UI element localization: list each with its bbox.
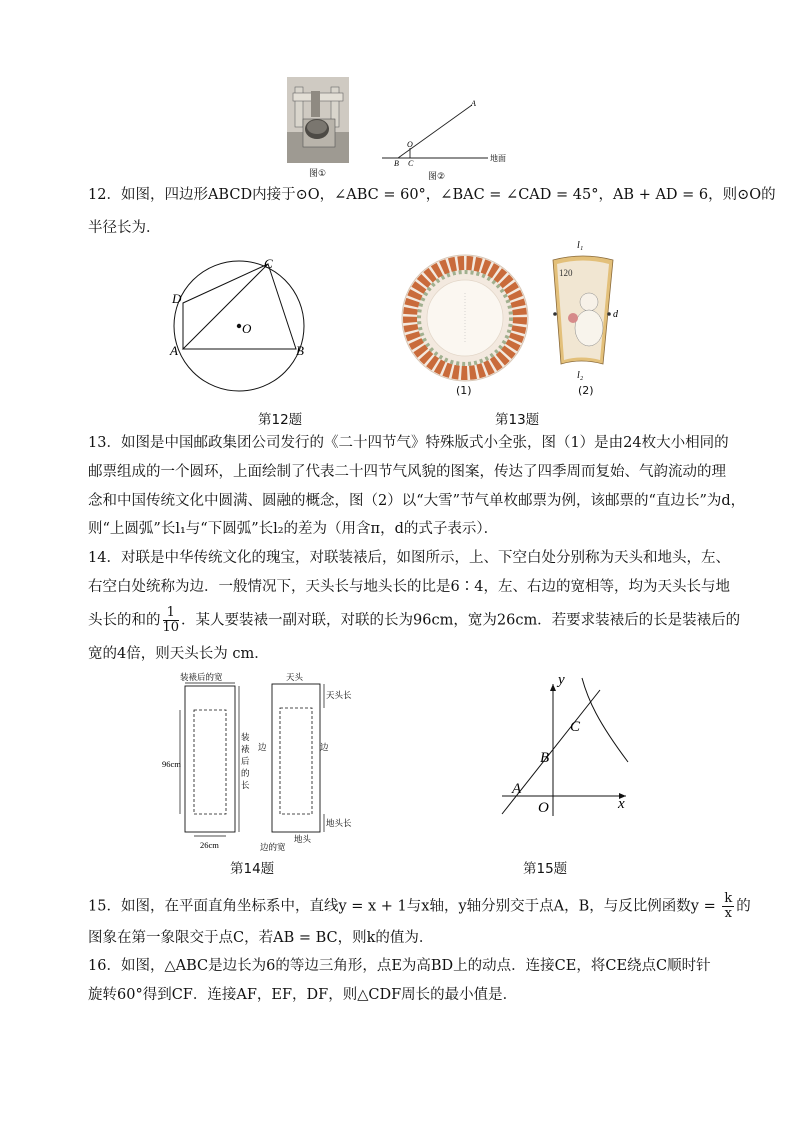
q13-stamp-value: 120 — [559, 268, 573, 278]
q15-fraction: $\frac{k}{x}$ — [724, 891, 733, 921]
q14-bian-width: 边的宽 — [260, 842, 286, 852]
q14-length-l4: 的 — [241, 768, 250, 778]
q13-l1: l₁ — [577, 240, 584, 251]
q14-tiantou-len: 天头长 — [326, 690, 352, 700]
q14-fraction: $\frac{1}{10}$ — [162, 605, 180, 635]
photo-caption: 图① — [309, 169, 327, 179]
q12-caption: 第12题 — [258, 412, 303, 428]
q14-bian-left: 边 — [258, 742, 267, 752]
q13-d: d — [613, 309, 618, 320]
q14-figure-right — [256, 670, 366, 852]
q14-width-label: 装裱后的宽 — [180, 672, 223, 682]
q14-length-l1: 装 — [241, 732, 250, 742]
q15-line1-end: 的 — [736, 898, 751, 915]
q14-line3-start: 头长的和的 — [88, 612, 161, 629]
q14-height-96: 96cm — [162, 759, 181, 769]
shadow-diagram — [380, 98, 515, 168]
label-A: A — [471, 99, 476, 108]
q13-l2: l₂ — [577, 370, 584, 381]
sundial-photo — [287, 77, 349, 163]
q12-label-B: B — [296, 343, 304, 358]
q15-line2: 图象在第一象限交于点C，若AB = BC，则k的值为． — [88, 930, 434, 946]
q12-label-A: A — [170, 343, 178, 358]
q13-line1: 13．如图是中国邮政集团公司发行的《二十四节气》特殊版式小全张，图（1）是由24枚大小相同的 — [88, 435, 729, 451]
q14-line3-end: ．某人要装裱一副对联，对联的长为96cm，宽为26cm．若要求装裱后的长是装裱后的 — [181, 612, 741, 629]
label-B: B — [394, 159, 399, 168]
q14-ditou-len: 地头长 — [326, 818, 352, 828]
q13-caption: 第13题 — [495, 412, 540, 428]
q16-line1: 16．如图，△ABC是边长为6的等边三角形，点E为高BD上的动点．连接CE，将CE绕点C顺时针 — [88, 958, 711, 974]
q13-sub2: (2) — [578, 384, 594, 397]
q15-figure — [496, 670, 636, 820]
q13-single-stamp — [545, 238, 625, 388]
q13-line4: 则“上圆弧”长l₁与“下圆弧”长l₂的差为（用含π，d的式子表示）． — [88, 521, 499, 537]
diagram-caption: 图② — [428, 172, 446, 182]
ground-label: 地面 — [490, 154, 506, 163]
q14-caption: 第14题 — [230, 861, 275, 877]
q12-label-D: D — [172, 291, 182, 306]
q13-line2: 邮票组成的一个圆环，上面绘制了代表二十四节气风貌的图案，传达了四季周而复始、气韵流动的理 — [88, 464, 726, 480]
label-O: O — [407, 140, 413, 149]
q15-label-B: B — [540, 750, 550, 766]
q14-figure-left — [158, 670, 253, 852]
q15-caption: 第15题 — [523, 861, 568, 877]
q12-line1: 12．如图，四边形ABCD内接于⊙O，∠ABC = 60°，∠BAC = ∠CAD = 45°，AB + AD = 6，则⊙O的 — [88, 187, 776, 203]
q13-stamp-ring — [400, 253, 530, 383]
q16-line2: 旋转60°得到CF．连接AF，EF，DF，则△CDF周长的最小值是． — [88, 987, 518, 1003]
label-C: C — [408, 159, 414, 168]
q14-line4: 宽的4倍，则天头长为 cm． — [88, 646, 269, 662]
q14-line1: 14．对联是中华传统文化的瑰宝，对联装裱后，如图所示，上、下空白处分别称为天头和地头，左、 — [88, 550, 730, 566]
q14-line2: 右空白处统称为边．一般情况下，天头长与地头长的比是6∶4，左、右边的宽相等，均为天头长与地 — [88, 579, 730, 595]
q15-label-A: A — [512, 781, 522, 797]
q14-length-l5: 长 — [241, 780, 250, 790]
q14-length-l3: 后 — [241, 756, 250, 766]
q15-label-y: y — [558, 672, 565, 688]
q15-line1-start: 15．如图，在平面直角坐标系中，直线y = x + 1与x轴，y轴分别交于点A，B，与反比例函数y = — [88, 898, 721, 915]
q14-ditou: 地头 — [294, 834, 312, 844]
q15-label-O: O — [538, 800, 549, 816]
q14-length-l2: 裱 — [241, 744, 250, 754]
q15-label-C: C — [570, 719, 581, 735]
q15-line1 — [88, 891, 751, 921]
q14-tiantou: 天头 — [286, 672, 304, 682]
q12-label-O: O — [242, 321, 252, 336]
q12-line2: 半径长为． — [88, 220, 161, 236]
q12-label-C: C — [264, 256, 273, 271]
q14-line3 — [88, 605, 741, 635]
q13-line3: 念和中国传统文化中圆满、圆融的概念，图（2）以“大雪”节气单枚邮票为例，该邮票的“直边长”为d， — [88, 493, 746, 509]
q13-sub1: (1) — [456, 384, 472, 397]
q14-bian-right: 边 — [320, 742, 329, 752]
q15-label-x: x — [618, 796, 625, 812]
q12-figure — [168, 255, 318, 405]
q14-width-26: 26cm — [200, 840, 219, 850]
